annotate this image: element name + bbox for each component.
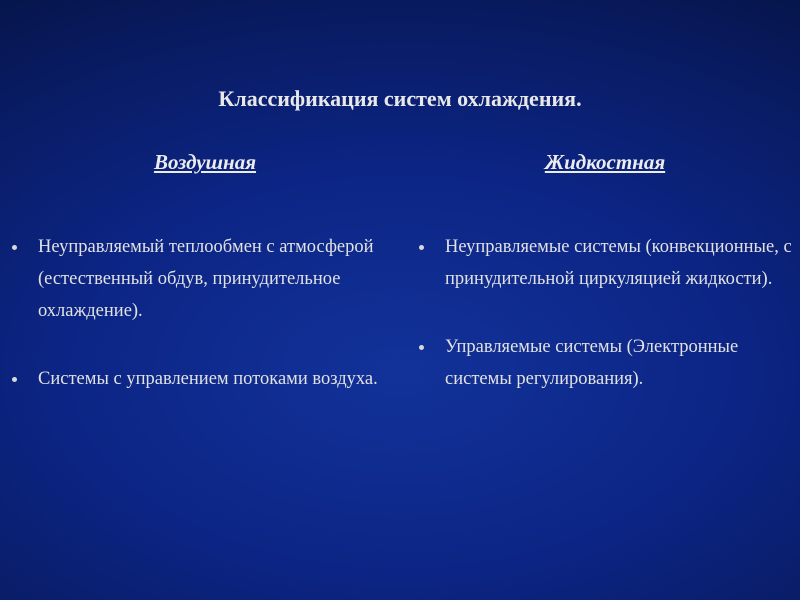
bullet-icon: [12, 377, 17, 382]
list-item: [415, 331, 795, 395]
bullet-icon: [419, 245, 424, 250]
air-cooling-list: [8, 231, 378, 395]
list-item-text: Неуправляемые системы (конвекционные, с принудительной циркуляцией жидкости).: [445, 237, 792, 289]
air-cooling-column: [8, 231, 378, 431]
liquid-cooling-column: [415, 231, 795, 431]
list-item: [8, 363, 378, 395]
list-item: [8, 231, 378, 327]
liquid-cooling-heading: Жидкостная: [544, 150, 666, 174]
list-item-text: Управляемые системы (Электронные системы регулирования).: [445, 337, 739, 389]
liquid-cooling-list: [415, 231, 795, 395]
bullet-icon: [12, 245, 17, 250]
list-item-text: Неуправляемый теплообмен с атмосферой (естественный обдув, принудительное охлаждение).: [38, 237, 374, 321]
bullet-icon: [419, 345, 424, 350]
list-item: [415, 231, 795, 295]
slide-title: Классификация систем охлаждения.: [218, 86, 582, 111]
air-cooling-heading: Воздушная: [153, 150, 257, 174]
list-item-text: Системы с управлением потоками воздуха.: [38, 369, 378, 389]
